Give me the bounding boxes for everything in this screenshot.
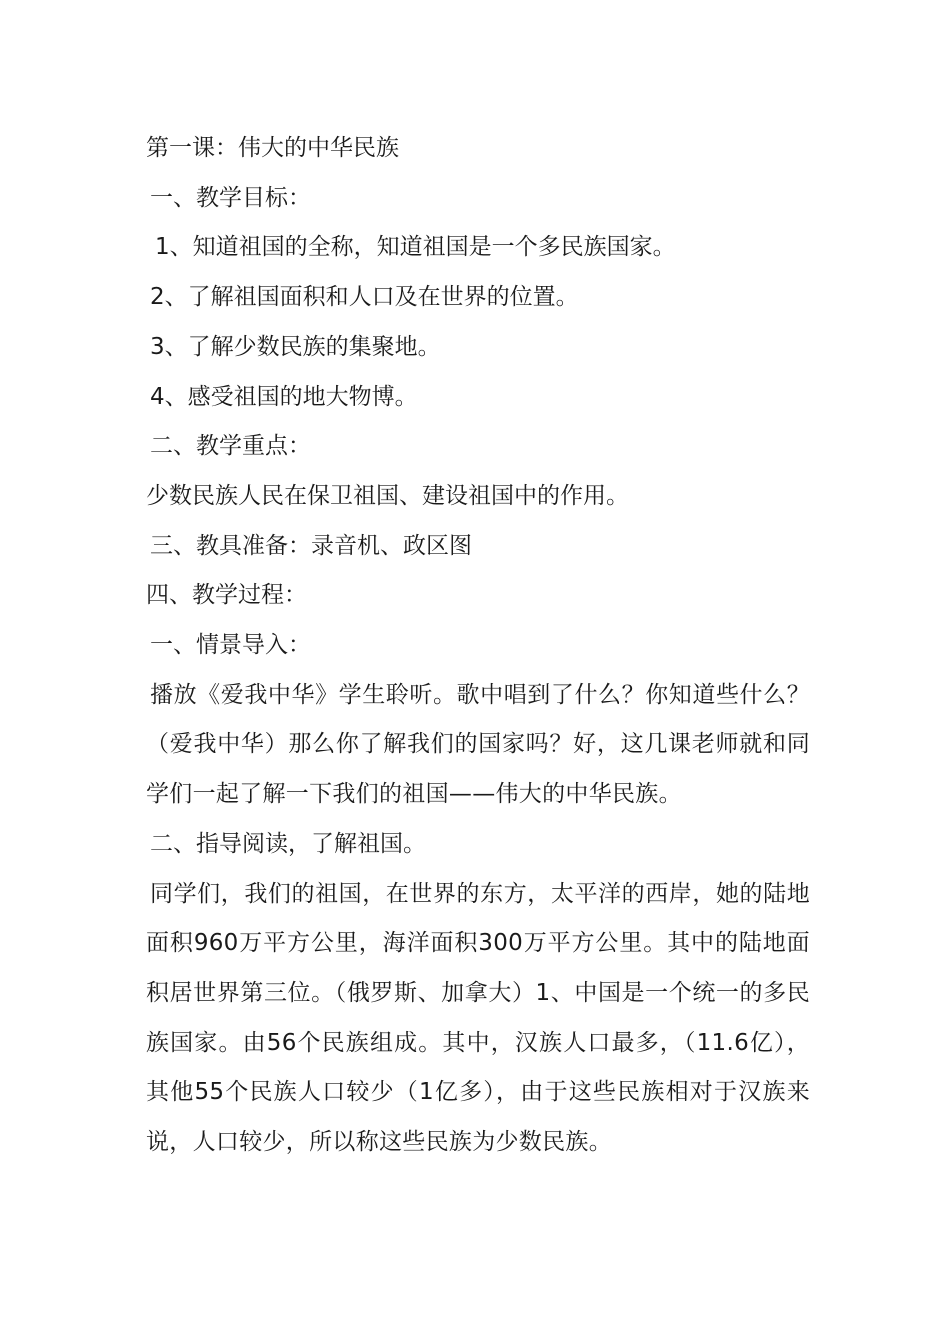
section-heading-materials: 三、教具准备：录音机、政区图 bbox=[150, 532, 472, 559]
section-heading-key-point: 二、教学重点： bbox=[150, 433, 311, 460]
goal-item: 2、了解祖国面积和人口及在世界的位置。 bbox=[150, 284, 579, 311]
lesson-title: 第一课：伟大的中华民族 bbox=[146, 135, 399, 161]
step-heading-intro: 一、情景导入： bbox=[150, 632, 311, 659]
section-heading-process: 四、教学过程： bbox=[146, 582, 307, 609]
key-point-text: 少数民族人民在保卫祖国、建设祖国中的作用。 bbox=[146, 482, 629, 509]
step-reading-text: 同学们，我们的祖国，在世界的东方，太平洋的西岸，她的陆地面积960万平方公里，海洋面积300万平方公里。其中的陆地面积居世界第三位。（俄罗斯、加拿大）1、中国是一个统一的多民族国家。由56个民族组成。其中，汉族人口最多，（11.6亿），其他55个民族人口较少（1亿多），由于这些民族相对于汉族来说，人口较少，所以称这些民族为少数民族。 bbox=[146, 880, 810, 1156]
step-heading-reading: 二、指导阅读，了解祖国。 bbox=[150, 830, 426, 857]
goal-item: 3、了解少数民族的集聚地。 bbox=[150, 333, 441, 360]
section-heading-goals: 一、教学目标： bbox=[150, 184, 311, 211]
goal-item: 1、知道祖国的全称，知道祖国是一个多民族国家。 bbox=[155, 234, 676, 261]
document-body bbox=[146, 124, 810, 1168]
goal-item: 4、感受祖国的地大物博。 bbox=[150, 383, 418, 410]
step-intro-text: 播放《爱我中华》学生聆听。歌中唱到了什么？你知道些什么？ （爱我中华）那么你了解我们的国家吗？好，这几课老师就和同学们一起了解一下我们的祖国——伟大的中华民族。 bbox=[146, 681, 810, 808]
